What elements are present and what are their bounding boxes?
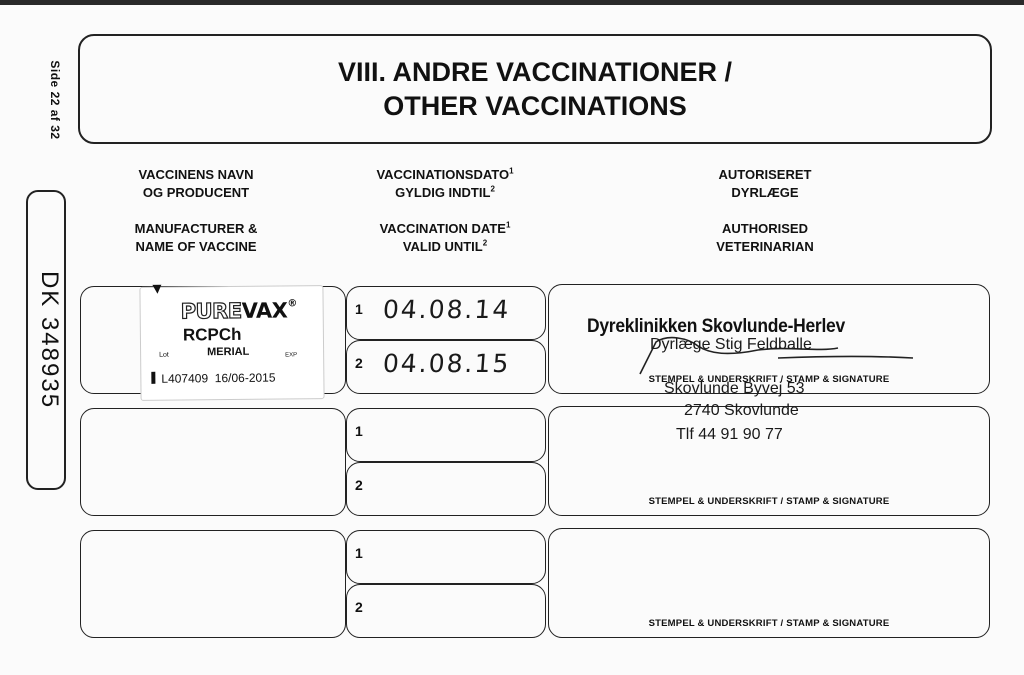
header-date-en-2-wrap bbox=[340, 238, 550, 256]
passport-number-box bbox=[26, 190, 66, 490]
page-indicator: Side 22 af 32 bbox=[48, 60, 62, 140]
valid-until-field-3[interactable] bbox=[346, 584, 546, 638]
passport-number: DK 348935 bbox=[36, 270, 63, 410]
footnote-1: 1 bbox=[509, 166, 514, 176]
vaccine-brand bbox=[181, 298, 297, 323]
header-date-en-1-wrap bbox=[340, 220, 550, 238]
footnote-2: 2 bbox=[490, 184, 495, 194]
vet-stamp-field-2[interactable] bbox=[548, 406, 990, 516]
date-index-2: 2 bbox=[355, 477, 363, 493]
header-date-da-1-wrap bbox=[340, 166, 550, 184]
manufacturer: MERIAL bbox=[207, 345, 250, 359]
header-vaccine-da-2: OG PRODUCENT bbox=[142, 185, 250, 200]
header-vaccine-en-1: MANUFACTURER & bbox=[134, 221, 258, 236]
header-date-da-2-wrap bbox=[340, 184, 550, 202]
stamp-signature-label: STEMPEL & UNDERSKRIFT / STAMP & SIGNATURE bbox=[648, 618, 890, 629]
clinic-city: 2740 Skovlunde bbox=[684, 402, 799, 419]
header-vet-da-1: AUTORISERET bbox=[718, 167, 812, 182]
valid-until-field-2[interactable] bbox=[346, 462, 546, 516]
vet-stamp-field-3[interactable] bbox=[548, 528, 990, 638]
vaccine-sticker bbox=[139, 285, 324, 401]
stamp-signature-label: STEMPEL & UNDERSKRIFT / STAMP & SIGNATURE bbox=[648, 374, 890, 385]
lot-number: L407409 bbox=[161, 371, 209, 386]
date-index-2: 2 bbox=[355, 599, 363, 615]
stamp-signature-label: STEMPEL & UNDERSKRIFT / STAMP & SIGNATURE bbox=[648, 496, 890, 507]
header-date-da-1: VACCINATIONSDATO bbox=[376, 167, 510, 182]
exp-label: EXP bbox=[285, 352, 298, 359]
barcode-mark bbox=[151, 372, 155, 384]
expiry-date: 16/06-2015 bbox=[214, 370, 276, 386]
vaccine-brand-b: VAX bbox=[241, 298, 288, 323]
vaccination-date-value: 04.08.14 bbox=[381, 295, 512, 324]
footnote-2: 2 bbox=[482, 238, 488, 248]
vaccine-product: RCPCh bbox=[182, 324, 242, 345]
vaccine-brand-a: PURE bbox=[180, 298, 242, 324]
clinic-name: Dyreklinikken Skovlunde-Herlev bbox=[587, 316, 845, 337]
header-vaccine bbox=[96, 166, 296, 256]
header-date bbox=[340, 166, 550, 256]
vet-name: Dyrlæge Stig Feldballe bbox=[650, 336, 812, 353]
footnote-1: 1 bbox=[505, 220, 511, 230]
date-index-2: 2 bbox=[355, 355, 363, 371]
section-title-box bbox=[78, 34, 992, 144]
date-index-1: 1 bbox=[355, 301, 363, 317]
header-vet-en-2: VETERINARIAN bbox=[716, 239, 814, 254]
header-date-da-2: GYLDIG INDTIL bbox=[395, 185, 491, 200]
clinic-phone: Tlf 44 91 90 77 bbox=[676, 426, 783, 443]
section-title-line1: VIII. ANDRE VACCINATIONER / bbox=[337, 57, 733, 87]
vaccination-date-field-1[interactable] bbox=[346, 286, 546, 340]
header-date-en-1: VACCINATION DATE bbox=[379, 221, 506, 236]
header-date-en-2: VALID UNTIL bbox=[402, 239, 483, 254]
header-vet-en-1: AUTHORISED bbox=[722, 221, 808, 236]
date-index-1: 1 bbox=[355, 545, 363, 561]
clinic-street: Skovlunde Byvej 53 bbox=[664, 380, 805, 397]
vaccination-date-field-3[interactable] bbox=[346, 530, 546, 584]
section-title-line2: OTHER VACCINATIONS bbox=[383, 91, 687, 121]
valid-until-value: 04.08.15 bbox=[381, 349, 512, 378]
vaccination-date-field-2[interactable] bbox=[346, 408, 546, 462]
lot-label: Lot bbox=[159, 351, 169, 359]
scan-edge bbox=[0, 0, 1024, 5]
registered-mark: ® bbox=[287, 298, 297, 310]
date-index-1: 1 bbox=[355, 423, 363, 439]
header-vaccine-da-1: VACCINENS NAVN bbox=[138, 167, 254, 182]
sticker-corner-icon bbox=[150, 282, 164, 296]
valid-until-field-1[interactable] bbox=[346, 340, 546, 394]
header-vet bbox=[665, 166, 865, 256]
header-vet-da-2: DYRLÆGE bbox=[731, 185, 799, 200]
vaccine-name-field-2[interactable] bbox=[80, 408, 346, 516]
vaccine-name-field-3[interactable] bbox=[80, 530, 346, 638]
header-vaccine-en-2: NAME OF VACCINE bbox=[135, 239, 257, 254]
lot-expiry-line bbox=[161, 371, 275, 386]
